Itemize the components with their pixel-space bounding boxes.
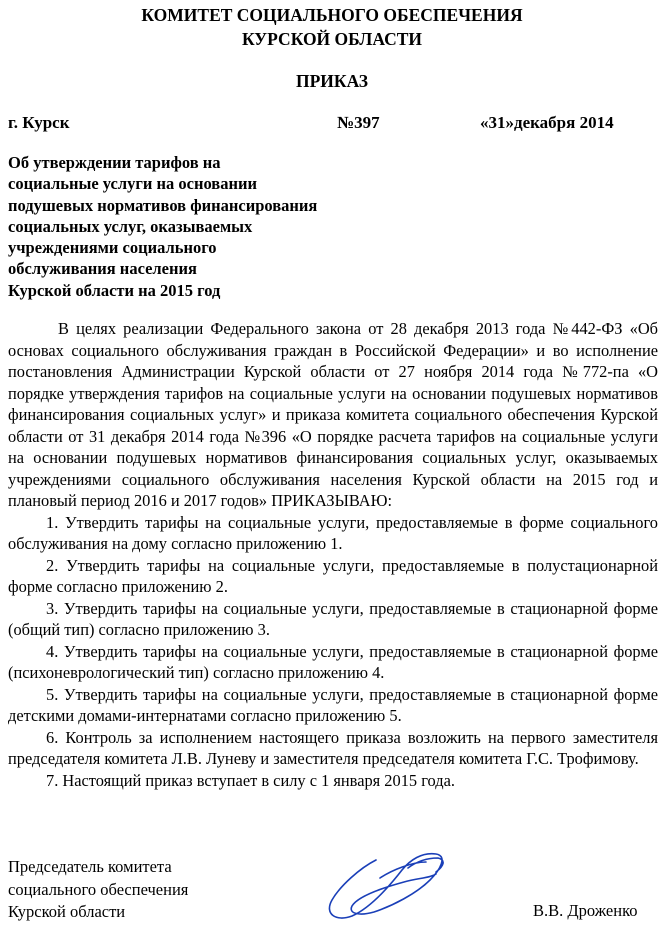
subject-line: социальные услуги на основании: [8, 174, 257, 194]
handwritten-signature: [318, 848, 468, 926]
document-date: «31»декабря 2014: [480, 113, 614, 132]
order-item-1: 1. Утвердить тарифы на социальные услуги, предоставляемые в форме социального обслуживания на дому согласно приложению 1.: [8, 512, 658, 553]
subject-line: Курской области на 2015 год: [8, 280, 221, 300]
preamble-paragraph: В целях реализации Федерального закона от 28 декабря 2013 года №442-ФЗ «Об основах социального обслуживания граждан в Российской Федерации» и во исполнение постановления Администрации Курской области от 27 ноября 2014 года №772-па «О порядке утверждения тарифов на социальные услуги на основании подушевых нормативов финансирования социальных услуг» и приказа комитета социального обеспечения Курской области от 31 декабря 2014 года №396 «О порядке расчета тарифов на социальные услуги на основании подушевых нормативов финансирования социальных услуг, оказываемых учреждениями социального обслуживания населения Курской области на 2015 год и плановый период 2016 и 2017 годов» ПРИКАЗЫВАЮ:: [8, 319, 658, 510]
order-item-3: 3. Утвердить тарифы на социальные услуги, предоставляемые в стационарной форме (общий тип) согласно приложению 3.: [8, 598, 658, 639]
document-subject: [8, 152, 408, 301]
signatory-title-line: Председатель комитета: [8, 857, 172, 876]
subject-line: Об утверждении тарифов на: [8, 153, 221, 172]
org-name-line-1: КОМИТЕТ СОЦИАЛЬНОГО ОБЕСПЕЧЕНИЯ: [141, 5, 523, 25]
signatory-title-line: социального обеспечения: [8, 879, 189, 899]
subject-line: подушевых нормативов финансирования: [8, 195, 318, 215]
signatory-title: [8, 856, 188, 924]
subject-line: социальных услуг, оказываемых: [8, 216, 253, 236]
org-name-line-2: КУРСКОЙ ОБЛАСТИ: [241, 29, 423, 49]
document-city: г. Курск: [8, 113, 70, 132]
signer-name: В.В. Дроженко: [533, 901, 638, 920]
order-item-6: 6. Контроль за исполнением настоящего приказа возложить на первого заместителя председателя комитета Л.В. Луневу и заместителя председателя комитета Г.С. Трофимову.: [8, 727, 658, 768]
signatory-title-line: Курской области: [8, 902, 126, 921]
order-item-5: 5. Утвердить тарифы на социальные услуги, предоставляемые в стационарной форме детскими домами-интернатами согласно приложению 5.: [8, 684, 658, 725]
subject-line: обслуживания населения: [8, 259, 197, 279]
subject-line: учреждениями социального: [8, 238, 217, 258]
order-item-4: 4. Утвердить тарифы на социальные услуги, предоставляемые в стационарной форме (психоневрологический тип) согласно приложению 4.: [8, 641, 658, 682]
document-type-title: ПРИКАЗ: [295, 71, 369, 91]
document-number: №397: [337, 113, 380, 132]
order-item-2: 2. Утвердить тарифы на социальные услуги, предоставляемые в полустационарной форме согласно приложению 2.: [8, 555, 658, 596]
document-body: [8, 318, 658, 791]
order-item-7: 7. Настоящий приказ вступает в силу с 1 января 2015 года.: [46, 770, 455, 790]
